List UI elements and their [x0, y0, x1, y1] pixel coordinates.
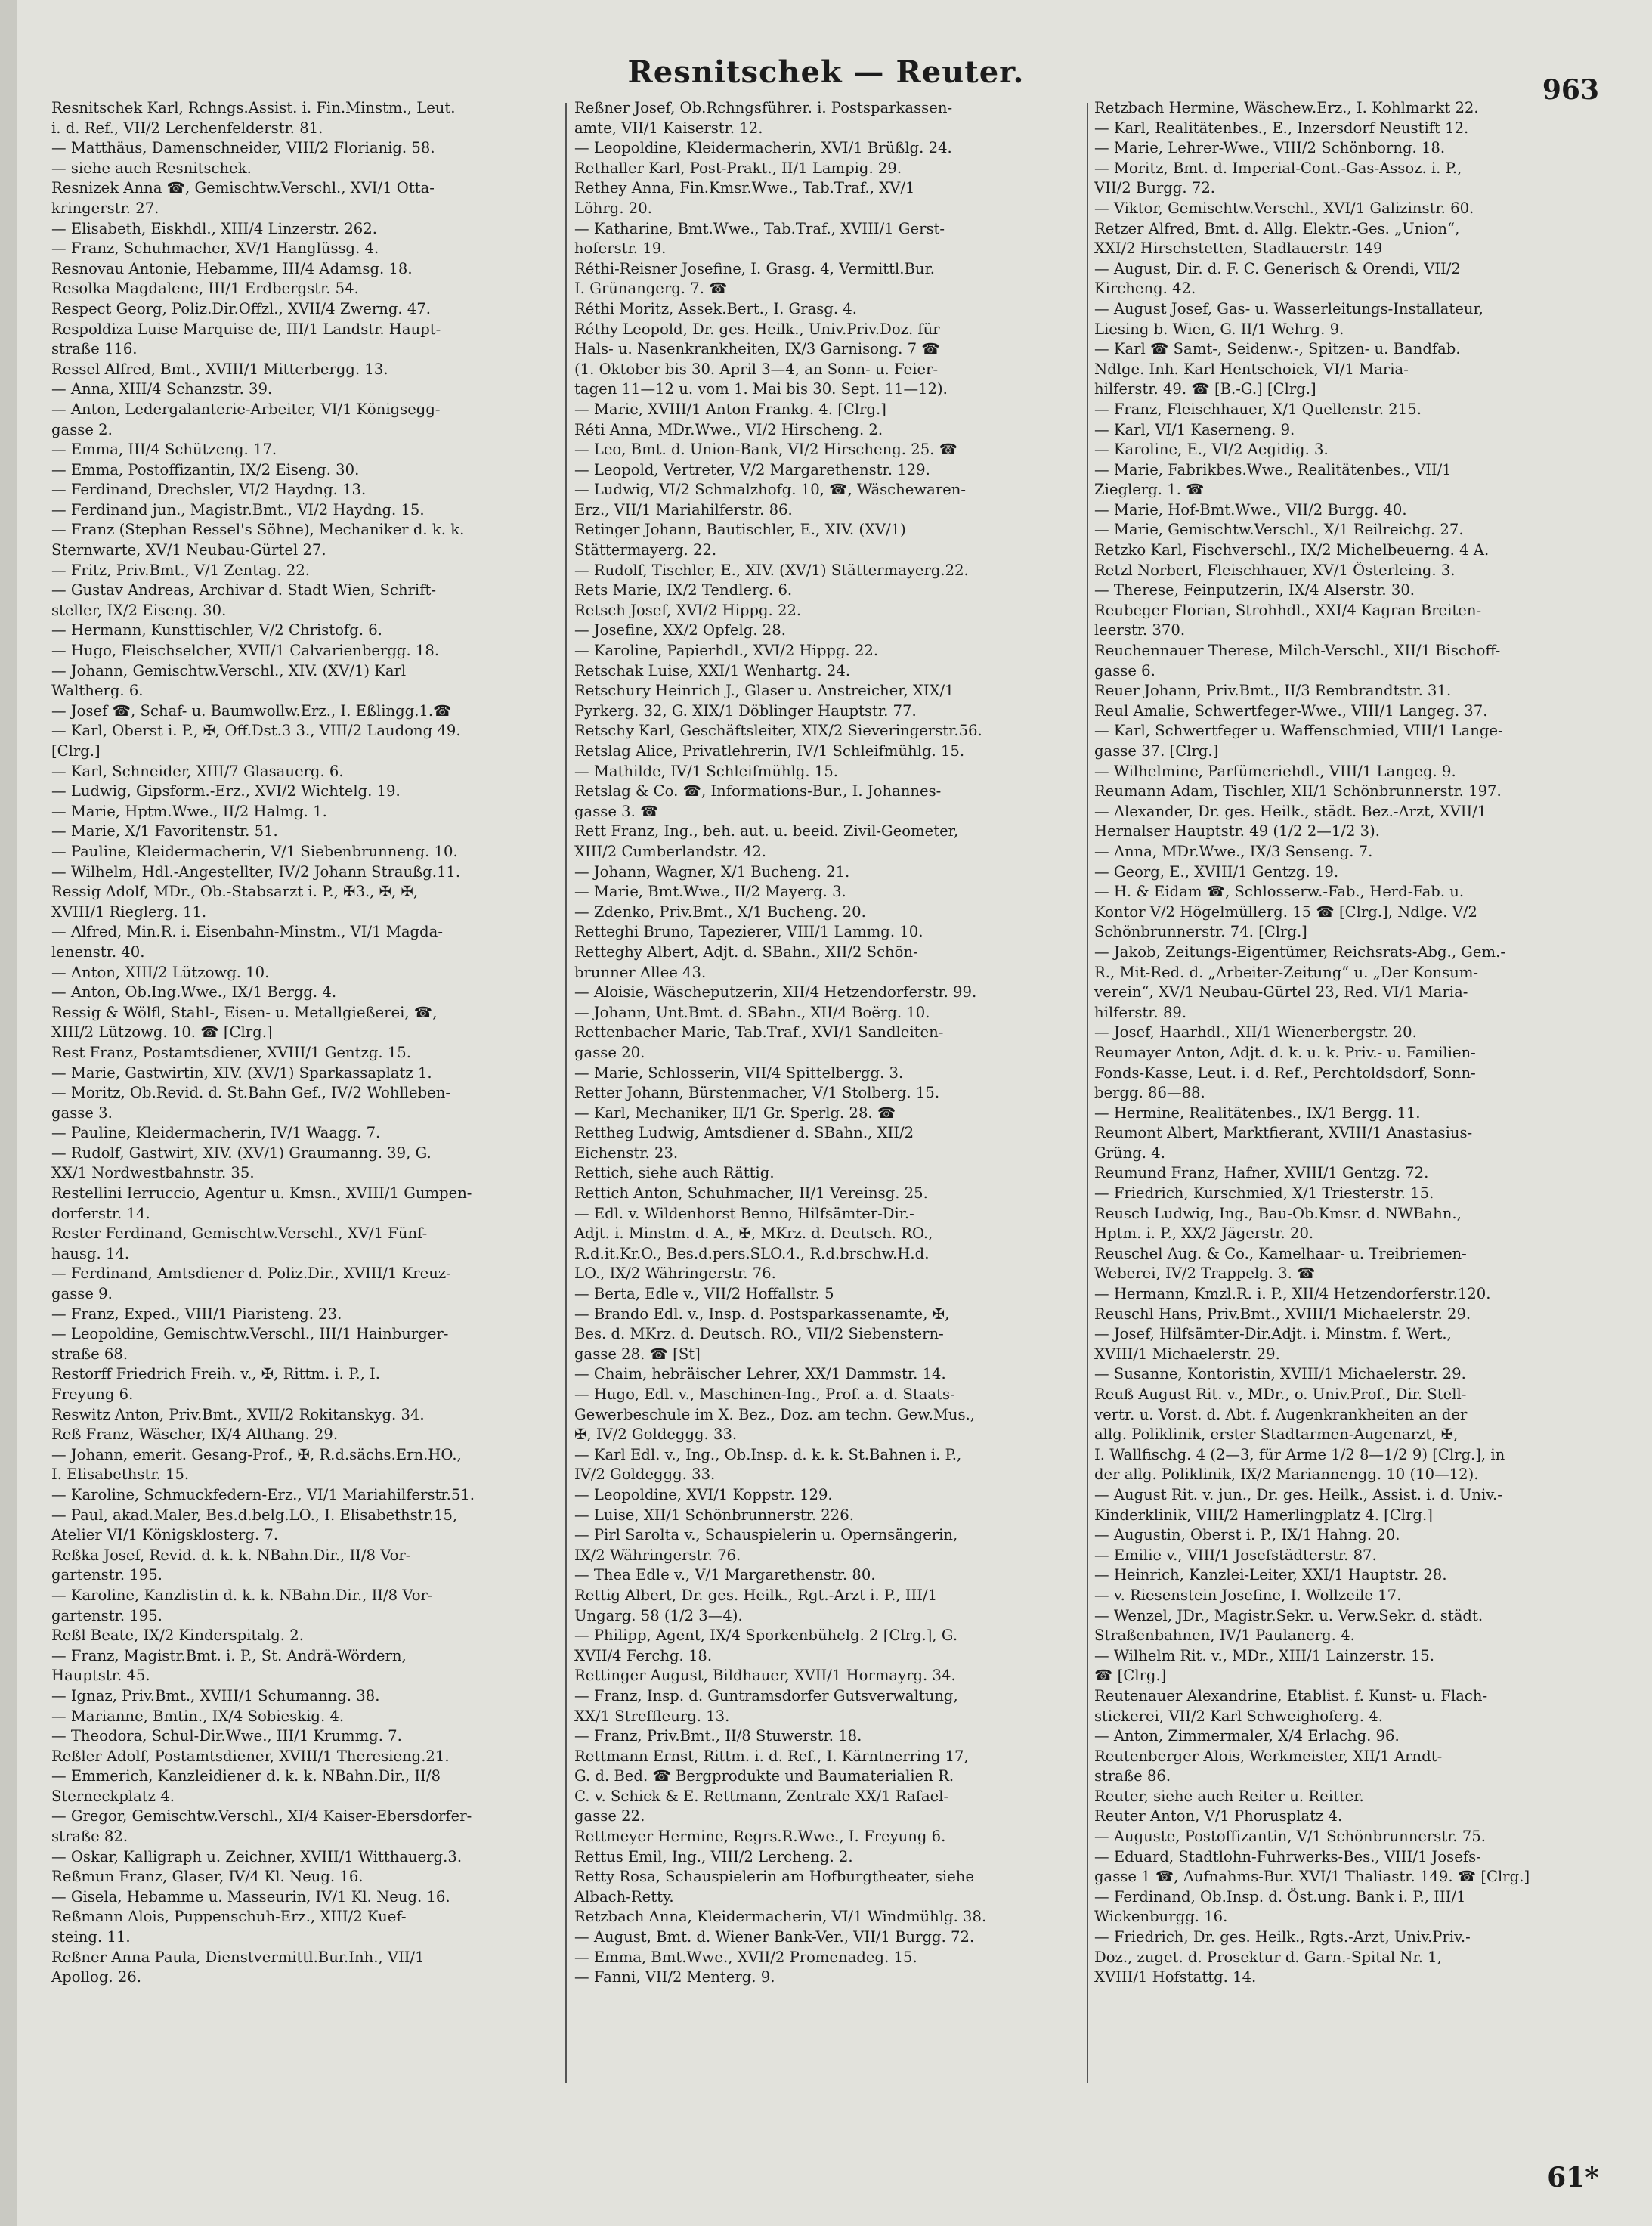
directory-line: gasse 6.	[1094, 661, 1155, 680]
directory-line: — Karl Edl. v., Ing., Ob.Insp. d. k. k. St.Bahnen i. P.,	[574, 1445, 962, 1463]
directory-line: — Anton, Ob.Ing.Wwe., IX/1 Bergg. 4.	[51, 983, 337, 1002]
directory-line: vertr. u. Vorst. d. Abt. f. Augenkrankheiten an der	[1094, 1405, 1468, 1423]
directory-line: straße 116.	[51, 340, 138, 358]
directory-line: — Marie, XVIII/1 Anton Frankg. 4. [Clrg.]	[574, 400, 886, 418]
directory-line: — Moritz, Ob.Revid. d. St.Bahn Gef., IV/2 Wohlleben-	[51, 1084, 450, 1102]
directory-line: gasse 1 ☎, Aufnahms-Bur. XVI/1 Thaliastr. 149. ☎ [Clrg.]	[1094, 1868, 1530, 1886]
directory-line: Reubeger Florian, Strohhdl., XXI/4 Kagran Breiten-	[1094, 601, 1482, 619]
directory-line: Reßner Anna Paula, Dienstvermittl.Bur.Inh., VII/1	[51, 1948, 425, 1966]
directory-line: gasse 28. ☎ [St]	[574, 1345, 701, 1363]
directory-line: Reutenauer Alexandrine, Etablist. f. Kunst- u. Flach-	[1094, 1686, 1488, 1704]
directory-line: Weberei, IV/2 Trappelg. 3. ☎	[1094, 1265, 1316, 1283]
directory-line: — Marie, Hptm.Wwe., II/2 Halmg. 1.	[51, 802, 327, 820]
directory-line: Retzer Alfred, Bmt. d. Allg. Elektr.-Ges. „Union“,	[1094, 219, 1460, 237]
directory-line: Liesing b. Wien, G. II/1 Wehrg. 9.	[1094, 320, 1344, 338]
directory-line: Rethey Anna, Fin.Kmsr.Wwe., Tab.Traf., XV/1	[574, 179, 915, 197]
directory-line: Stättermayerg. 22.	[574, 541, 717, 559]
directory-line: Reßner Josef, Ob.Rchngsführer. i. Postsparkassen-	[574, 99, 953, 116]
directory-line: — Wilhelmine, Parfümeriehdl., VIII/1 Langeg. 9.	[1094, 762, 1456, 780]
directory-line: amte, VII/1 Kaiserstr. 12.	[574, 119, 763, 137]
directory-line: ☎ [Clrg.]	[1094, 1667, 1167, 1685]
directory-line: verein“, XV/1 Neubau-Gürtel 23, Red. VI/1 Maria-	[1094, 983, 1468, 1002]
directory-line: — Fritz, Priv.Bmt., V/1 Zentag. 22.	[51, 561, 311, 579]
directory-line: — Ludwig, Gipsform.-Erz., XVI/2 Wichtelg. 19.	[51, 782, 401, 800]
directory-line: — Anton, XIII/2 Lützowg. 10.	[51, 963, 270, 981]
directory-line: Apollog. 26.	[51, 1968, 141, 1986]
directory-line: — Katharine, Bmt.Wwe., Tab.Traf., XVIII/1 Gerst-	[574, 219, 945, 237]
directory-line: — Leopoldine, Kleidermacherin, XVI/1 Brüßlg. 24.	[574, 139, 952, 157]
directory-line: — Anna, XIII/4 Schanzstr. 39.	[51, 380, 273, 398]
directory-line: — Emmerich, Kanzleidiener d. k. k. NBahn.Dir., II/8	[51, 1767, 441, 1785]
directory-line: — Gustav Andreas, Archivar d. Stadt Wien, Schrift-	[51, 581, 436, 599]
directory-line: — Leopoldine, XVI/1 Koppstr. 129.	[574, 1485, 833, 1503]
directory-line: — Pauline, Kleidermacherin, V/1 Siebenbrunneng. 10.	[51, 842, 458, 860]
directory-line: — Paul, akad.Maler, Bes.d.belg.LO., I. Elisabethstr.15,	[51, 1506, 458, 1524]
directory-line: Reusch Ludwig, Ing., Bau-Ob.Kmsr. d. NWBahn.,	[1094, 1204, 1462, 1222]
signature-mark: 61*	[1547, 2162, 1599, 2193]
directory-line: Retschak Luise, XXI/1 Wenhartg. 24.	[574, 661, 851, 680]
directory-line: — Edl. v. Wildenhorst Benno, Hilfsämter-Dir.-	[574, 1204, 914, 1222]
directory-line: XVIII/1 Rieglerg. 11.	[51, 902, 207, 921]
column-divider	[1087, 103, 1088, 2083]
directory-line: Kircheng. 42.	[1094, 280, 1196, 298]
directory-line: — Marie, Schlosserin, VII/4 Spittelbergg. 3.	[574, 1063, 904, 1082]
directory-line: — Zdenko, Priv.Bmt., X/1 Bucheng. 20.	[574, 902, 866, 921]
directory-line: bergg. 86—88.	[1094, 1084, 1205, 1102]
directory-line: Rettmann Ernst, Rittm. i. d. Ref., I. Kärntnerring 17,	[574, 1747, 969, 1765]
directory-line: XIII/2 Cumberlandstr. 42.	[574, 842, 767, 860]
directory-line: — Emma, Postoffizantin, IX/2 Eiseng. 30.	[51, 460, 360, 478]
directory-line: — Emilie v., VIII/1 Josefstädterstr. 87.	[1094, 1546, 1377, 1564]
directory-line: — Viktor, Gemischtw.Verschl., XVI/1 Galizinstr. 60.	[1094, 199, 1474, 217]
directory-line: Waltherg. 6.	[51, 682, 144, 700]
directory-line: hausg. 14.	[51, 1244, 130, 1262]
directory-line: — Ignaz, Priv.Bmt., XVIII/1 Schumanng. 38.	[51, 1686, 380, 1704]
directory-line: i. d. Ref., VII/2 Lerchenfelderstr. 81.	[51, 119, 323, 137]
directory-line: — Karl, Schneider, XIII/7 Glasauerg. 6.	[51, 762, 344, 780]
directory-line: — v. Riesenstein Josefine, I. Wollzeile 17.	[1094, 1586, 1402, 1604]
directory-line: — Anton, Zimmermaler, X/4 Erlachg. 96.	[1094, 1727, 1400, 1745]
directory-line: — Mathilde, IV/1 Schleifmühlg. 15.	[574, 762, 839, 780]
directory-line: Restorff Friedrich Freih. v., ✠, Rittm. i. P., I.	[51, 1365, 381, 1383]
directory-line: Reßl Beate, IX/2 Kinderspitalg. 2.	[51, 1627, 304, 1645]
directory-line: — Marie, Bmt.Wwe., II/2 Mayerg. 3.	[574, 883, 846, 901]
directory-line: — Karl, VI/1 Kaserneng. 9.	[1094, 420, 1295, 438]
directory-line: Pyrkerg. 32, G. XIX/1 Döblinger Hauptstr. 77.	[574, 701, 917, 720]
directory-line: — Leopoldine, Gemischtw.Verschl., III/1 Hainburger-	[51, 1325, 449, 1343]
directory-line: Réthi Moritz, Assek.Bert., I. Grasg. 4.	[574, 299, 858, 317]
directory-line: Reumann Adam, Tischler, XII/1 Schönbrunnerstr. 197.	[1094, 782, 1502, 800]
directory-line: — Friedrich, Kurschmied, X/1 Triesterstr. 15.	[1094, 1184, 1434, 1203]
directory-line: — Auguste, Postoffizantin, V/1 Schönbrunnerstr. 75.	[1094, 1828, 1486, 1846]
directory-line: Adjt. i. Minstm. d. A., ✠, MKrz. d. Deutsch. RO.,	[574, 1224, 933, 1243]
column-right	[1094, 98, 1601, 2094]
directory-line: — Hermine, Realitätenbes., IX/1 Bergg. 11.	[1094, 1104, 1421, 1122]
directory-line: Hptm. i. P., XX/2 Jägerstr. 20.	[1094, 1224, 1314, 1243]
directory-line: Retteghy Albert, Adjt. d. SBahn., XII/2 Schön-	[574, 943, 918, 961]
directory-line: — Karl ☎ Samt-, Seidenw.-, Spitzen- u. Bandfab.	[1094, 340, 1461, 358]
directory-line: stickerei, VII/2 Karl Schweighoferg. 4.	[1094, 1707, 1383, 1725]
directory-line: Fonds-Kasse, Leut. i. d. Ref., Perchtoldsdorf, Sonn-	[1094, 1063, 1476, 1082]
directory-line: Hauptstr. 45.	[51, 1667, 150, 1685]
directory-line: — Karl, Schwertfeger u. Waffenschmied, VIII/1 Lange-	[1094, 722, 1503, 740]
directory-line: gasse 9.	[51, 1285, 113, 1303]
directory-line: XVIII/1 Hofstattg. 14.	[1094, 1968, 1257, 1986]
directory-line: — Franz, Schuhmacher, XV/1 Hanglüssg. 4.	[51, 240, 379, 258]
directory-line: — Franz (Stephan Ressel's Söhne), Mechaniker d. k. k.	[51, 521, 465, 539]
directory-line: — Josefine, XX/2 Opfelg. 28.	[574, 621, 786, 639]
directory-line: — Alexander, Dr. ges. Heilk., städt. Bez.-Arzt, XVII/1	[1094, 802, 1487, 820]
directory-line: Retter Johann, Bürstenmacher, V/1 Stolberg. 15.	[574, 1084, 940, 1102]
directory-line: R.d.it.Kr.O., Bes.d.pers.SLO.4., R.d.brschw.H.d.	[574, 1244, 930, 1262]
directory-line: — Franz, Magistr.Bmt. i. P., St. Andrä-Wördern,	[51, 1646, 407, 1664]
directory-line: — Franz, Fleischhauer, X/1 Quellenstr. 215.	[1094, 400, 1422, 418]
directory-line: steller, IX/2 Eiseng. 30.	[51, 601, 227, 619]
directory-line: — H. & Eidam ☎, Schlosserw.-Fab., Herd-Fab. u.	[1094, 883, 1465, 901]
directory-line: Hals- u. Nasenkrankheiten, IX/3 Garnisong. 7 ☎	[574, 340, 940, 358]
directory-line: Rester Ferdinand, Gemischtw.Verschl., XV/1 Fünf-	[51, 1224, 428, 1243]
directory-line: — Marie, Lehrer-Wwe., VIII/2 Schönborng. 18.	[1094, 139, 1446, 157]
directory-line: Reutenberger Alois, Werkmeister, XII/1 Arndt-	[1094, 1747, 1443, 1765]
directory-line: Retzbach Anna, Kleidermacherin, VI/1 Windmühlg. 38.	[574, 1908, 987, 1926]
directory-line: — Marie, Fabrikbes.Wwe., Realitätenbes., VII/1	[1094, 460, 1452, 478]
directory-line: Reuer Johann, Priv.Bmt., II/3 Rembrandtstr. 31.	[1094, 682, 1452, 700]
directory-line: — Johann, Wagner, X/1 Bucheng. 21.	[574, 862, 850, 881]
directory-line: — Alfred, Min.R. i. Eisenbahn-Minstm., VI/1 Magda-	[51, 923, 443, 941]
directory-line: Ungarg. 58 (1/2 3—4).	[574, 1606, 743, 1624]
directory-line: Réthi-Reisner Josefine, I. Grasg. 4, Vermittl.Bur.	[574, 259, 935, 277]
directory-line: Rettich Anton, Schuhmacher, II/1 Vereinsg. 25.	[574, 1184, 928, 1203]
directory-line: Reuter, siehe auch Reiter u. Reitter.	[1094, 1787, 1364, 1805]
directory-line: Sternwarte, XV/1 Neubau-Gürtel 27.	[51, 541, 326, 559]
directory-line: Reumund Franz, Hafner, XVIII/1 Gentzg. 72.	[1094, 1164, 1429, 1182]
directory-line: — Karoline, Papierhdl., XVI/2 Hippg. 22.	[574, 642, 879, 660]
directory-line: — Pauline, Kleidermacherin, IV/1 Waagg. 7.	[51, 1124, 381, 1142]
directory-line: — Wilhelm, Hdl.-Angestellter, IV/2 Johann Straußg.11.	[51, 862, 461, 881]
directory-line: — Ferdinand, Drechsler, VI/2 Haydng. 13.	[51, 481, 367, 499]
page-header-title: Resnitschek — Reuter.	[627, 54, 1025, 90]
directory-line: Rettmeyer Hermine, Regrs.R.Wwe., I. Freyung 6.	[574, 1828, 946, 1846]
directory-line: Reuß August Rit. v., MDr., o. Univ.Prof., Dir. Stell-	[1094, 1385, 1467, 1403]
directory-line: — Johann, emerit. Gesang-Prof., ✠, R.d.sächs.Ern.HO.,	[51, 1445, 462, 1463]
directory-line: — Franz, Priv.Bmt., II/8 Stuwerstr. 18.	[574, 1727, 862, 1745]
directory-line: — Georg, E., XVIII/1 Gentzg. 19.	[1094, 862, 1339, 881]
directory-line: — Chaim, hebräischer Lehrer, XX/1 Dammstr. 14.	[574, 1365, 946, 1383]
directory-line: Bes. d. MKrz. d. Deutsch. RO., VII/2 Siebenstern-	[574, 1325, 944, 1343]
directory-line: — Ludwig, VI/2 Schmalzhofg. 10, ☎, Wäschewaren-	[574, 481, 967, 499]
directory-line: gasse 3. ☎	[574, 802, 659, 820]
directory-line: Resnitschek Karl, Rchngs.Assist. i. Fin.Minstm., Leut.	[51, 99, 456, 116]
directory-line: — Karl, Realitätenbes., E., Inzersdorf Neustift 12.	[1094, 119, 1469, 137]
directory-line: Rettus Emil, Ing., VIII/2 Lercheng. 2.	[574, 1847, 853, 1865]
directory-line: lenenstr. 40.	[51, 943, 145, 961]
directory-line: — Ferdinand, Amtsdiener d. Poliz.Dir., XVIII/1 Kreuz-	[51, 1265, 451, 1283]
directory-line: tagen 11—12 u. vom 1. Mai bis 30. Sept. 11—12).	[574, 380, 948, 398]
directory-line: G. d. Bed. ☎ Bergprodukte und Baumaterialien R.	[574, 1767, 954, 1785]
directory-line: — Karoline, Kanzlistin d. k. k. NBahn.Dir., II/8 Vor-	[51, 1586, 433, 1604]
directory-line: — Franz, Insp. d. Guntramsdorfer Gutsverwaltung,	[574, 1686, 958, 1704]
directory-line: gasse 3.	[51, 1104, 113, 1122]
directory-line: leerstr. 370.	[1094, 621, 1186, 639]
directory-line: Retty Rosa, Schauspielerin am Hofburgtheater, siehe	[574, 1868, 974, 1886]
directory-line: Zieglerg. 1. ☎	[1094, 481, 1205, 499]
directory-line: — Josef, Haarhdl., XII/1 Wienerbergstr. 20.	[1094, 1023, 1417, 1042]
directory-line: Rett Franz, Ing., beh. aut. u. beeid. Zivil-Geometer,	[574, 822, 959, 841]
directory-line: — Therese, Feinputzerin, IX/4 Alserstr. 30.	[1094, 581, 1415, 599]
directory-line: IV/2 Goldeggg. 33.	[574, 1466, 716, 1484]
directory-line: Sterneckplatz 4.	[51, 1787, 175, 1805]
directory-line: — Heinrich, Kanzlei-Leiter, XXI/1 Hauptstr. 28.	[1094, 1566, 1447, 1584]
directory-line: — Emma, Bmt.Wwe., XVII/2 Promenadeg. 15.	[574, 1948, 917, 1966]
directory-line: Retinger Johann, Bautischler, E., XIV. (XV/1)	[574, 521, 906, 539]
directory-line: Retschy Karl, Geschäftsleiter, XIX/2 Sieveringerstr.56.	[574, 722, 982, 740]
directory-line: — Leo, Bmt. d. Union-Bank, VI/2 Hirscheng. 25. ☎	[574, 441, 958, 459]
directory-line: Eichenstr. 23.	[574, 1144, 679, 1162]
directory-line: — Emma, III/4 Schützeng. 17.	[51, 441, 277, 459]
directory-line: — Rudolf, Gastwirt, XIV. (XV/1) Graumanng. 39, G.	[51, 1144, 432, 1162]
directory-line: Restellini Ierruccio, Agentur u. Kmsn., XVIII/1 Gumpen-	[51, 1184, 472, 1203]
directory-line: Ressig Adolf, MDr., Ob.-Stabsarzt i. P., ✠3., ✠, ✠,	[51, 883, 419, 901]
directory-line: Retslag & Co. ☎, Informations-Bur., I. Johannes-	[574, 782, 942, 800]
directory-line: Reswitz Anton, Priv.Bmt., XVII/2 Rokitanskyg. 34.	[51, 1405, 425, 1423]
directory-line: hoferstr. 19.	[574, 240, 667, 258]
column-divider	[565, 103, 567, 2083]
directory-line: gasse 22.	[574, 1807, 645, 1825]
directory-line: XVIII/1 Michaelerstr. 29.	[1094, 1345, 1280, 1363]
directory-line: Freyung 6.	[51, 1385, 134, 1403]
directory-line: Atelier VI/1 Königsklosterg. 7.	[51, 1526, 279, 1544]
directory-line: — Karoline, Schmuckfedern-Erz., VI/1 Mariahilferstr.51.	[51, 1485, 475, 1503]
directory-line: Reuter Anton, V/1 Phorusplatz 4.	[1094, 1807, 1343, 1825]
directory-line: — Theodora, Schul-Dir.Wwe., III/1 Krummg. 7.	[51, 1727, 402, 1745]
directory-line: Grüng. 4.	[1094, 1144, 1165, 1162]
directory-line: XXI/2 Hirschstetten, Stadlauerstr. 149	[1094, 240, 1383, 258]
directory-line: — Marie, Gemischtw.Verschl., X/1 Reilreichg. 27.	[1094, 521, 1464, 539]
directory-line: — Karl, Mechaniker, II/1 Gr. Sperlg. 28. ☎	[574, 1104, 896, 1122]
directory-line: — Karl, Oberst i. P., ✠, Off.Dst.3 3., VIII/2 Laudong 49.	[51, 722, 461, 740]
directory-line: — Rudolf, Tischler, E., XIV. (XV/1) Stättermayerg.22.	[574, 561, 969, 579]
directory-line: straße 68.	[51, 1345, 128, 1363]
directory-line: — Josef ☎, Schaf- u. Baumwollw.Erz., I. Eßlingg.1.☎	[51, 701, 452, 720]
directory-line: I. Wallfischg. 4 (2—3, für Arme 1/2 8—1/2 9) [Clrg.], in	[1094, 1445, 1505, 1463]
directory-line: XX/1 Nordwestbahnstr. 35.	[51, 1164, 255, 1182]
directory-line: Retzbach Hermine, Wäschew.Erz., I. Kohlmarkt 22.	[1094, 99, 1479, 116]
directory-line: — Wilhelm Rit. v., MDr., XIII/1 Lainzerstr. 15.	[1094, 1646, 1434, 1664]
directory-line: straße 86.	[1094, 1767, 1171, 1785]
directory-line: — Hugo, Fleischselcher, XVII/1 Calvarienbergg. 18.	[51, 642, 440, 660]
directory-line: Rettig Albert, Dr. ges. Heilk., Rgt.-Arzt i. P., III/1	[574, 1586, 938, 1604]
directory-line: Löhrg. 20.	[574, 199, 652, 217]
directory-line: Resolka Magdalene, III/1 Erdbergstr. 54.	[51, 280, 359, 298]
directory-line: [Clrg.]	[51, 742, 101, 760]
directory-line: Albach-Retty.	[574, 1887, 674, 1906]
directory-line: Reul Amalie, Schwertfeger-Wwe., VIII/1 Langeg. 37.	[1094, 701, 1488, 720]
directory-line: — August Josef, Gas- u. Wasserleitungs-Installateur,	[1094, 299, 1483, 317]
directory-line: steing. 11.	[51, 1928, 131, 1946]
directory-line: — Oskar, Kalligraph u. Zeichner, XVIII/1 Witthauerg.3.	[51, 1847, 462, 1865]
directory-line: I. Grünangerg. 7. ☎	[574, 280, 728, 298]
directory-line: Rettinger August, Bildhauer, XVII/1 Hormayrg. 34.	[574, 1667, 956, 1685]
directory-line: Rest Franz, Postamtsdiener, XVIII/1 Gentzg. 15.	[51, 1043, 411, 1061]
directory-line: — Susanne, Kontoristin, XVIII/1 Michaelerstr. 29.	[1094, 1365, 1466, 1383]
directory-line: Gewerbeschule im X. Bez., Doz. am techn. Gew.Mus.,	[574, 1405, 975, 1423]
directory-line: ✠, IV/2 Goldeggg. 33.	[574, 1426, 738, 1444]
directory-line: gasse 2.	[51, 420, 113, 438]
directory-line: der allg. Poliklinik, IX/2 Mariannengg. 10 (10—12).	[1094, 1466, 1479, 1484]
directory-line: XX/1 Streffleurg. 13.	[574, 1707, 730, 1725]
directory-line: — Augustin, Oberst i. P., IX/1 Hahng. 20.	[1094, 1526, 1400, 1544]
directory-line: — Philipp, Agent, IX/4 Sporkenbühelg. 2 [Clrg.], G.	[574, 1627, 958, 1645]
directory-line: — August Rit. v. jun., Dr. ges. Heilk., Assist. i. d. Univ.-	[1094, 1485, 1502, 1503]
directory-line: — Luise, XII/1 Schönbrunnerstr. 226.	[574, 1506, 854, 1524]
directory-line: — Anton, Ledergalanterie-Arbeiter, VI/1 Königsegg-	[51, 400, 441, 418]
directory-line: I. Elisabethstr. 15.	[51, 1466, 190, 1484]
directory-line: Retzl Norbert, Fleischhauer, XV/1 Österleing. 3.	[1094, 561, 1456, 579]
directory-line: gasse 37. [Clrg.]	[1094, 742, 1219, 760]
directory-line: hilferstr. 89.	[1094, 1003, 1187, 1021]
directory-line: Rettenbacher Marie, Tab.Traf., XVI/1 Sandleiten-	[574, 1023, 944, 1042]
directory-line: — Hermann, Kmzl.R. i. P., XII/4 Hetzendorferstr.120.	[1094, 1285, 1491, 1303]
directory-line: — Berta, Edle v., VII/2 Hoffallstr. 5	[574, 1285, 834, 1303]
directory-line: Reuschel Aug. & Co., Kamelhaar- u. Treibriemen-	[1094, 1244, 1467, 1262]
directory-line: Retzko Karl, Fischverschl., IX/2 Michelbeuerng. 4 A.	[1094, 541, 1490, 559]
directory-line: — Thea Edle v., V/1 Margarethenstr. 80.	[574, 1566, 876, 1584]
directory-line: Rettheg Ludwig, Amtsdiener d. SBahn., XII/2	[574, 1124, 914, 1142]
column-left	[51, 98, 558, 2094]
directory-line: — Marie, Hof-Bmt.Wwe., VII/2 Burgg. 40.	[1094, 500, 1407, 519]
directory-line: — Eduard, Stadtlohn-Fuhrwerks-Bes., VIII/1 Josefs-	[1094, 1847, 1481, 1865]
directory-line: gasse 20.	[574, 1043, 645, 1061]
directory-line: — Brando Edl. v., Insp. d. Postsparkassenamte, ✠,	[574, 1305, 950, 1323]
directory-line: — Ferdinand jun., Magistr.Bmt., VI/2 Haydng. 15.	[51, 500, 425, 519]
directory-line: — Hugo, Edl. v., Maschinen-Ing., Prof. a. d. Staats-	[574, 1385, 955, 1403]
directory-line: — Gisela, Hebamme u. Masseurin, IV/1 Kl. Neug. 16.	[51, 1887, 450, 1906]
directory-line: Schönbrunnerstr. 74. [Clrg.]	[1094, 923, 1307, 941]
directory-line: kringerstr. 27.	[51, 199, 159, 217]
directory-line: Reßmun Franz, Glaser, IV/4 Kl. Neug. 16.	[51, 1868, 364, 1886]
directory-line: — Josef, Hilfsämter-Dir.Adjt. i. Minstm. f. Wert.,	[1094, 1325, 1452, 1343]
directory-line: Reßler Adolf, Postamtsdiener, XVIII/1 Theresieng.21.	[51, 1747, 450, 1765]
directory-line: Réti Anna, MDr.Wwe., VI/2 Hirscheng. 2.	[574, 420, 883, 438]
directory-line: — Friedrich, Dr. ges. Heilk., Rgts.-Arzt, Univ.Priv.-	[1094, 1928, 1471, 1946]
directory-line: Retschury Heinrich J., Glaser u. Anstreicher, XIX/1	[574, 682, 954, 700]
directory-line: — Pirl Sarolta v., Schauspielerin u. Opernsängerin,	[574, 1526, 958, 1544]
directory-line: — Marie, X/1 Favoritenstr. 51.	[51, 822, 278, 841]
directory-line: Hernalser Hauptstr. 49 (1/2 2—1/2 3).	[1094, 822, 1380, 841]
directory-line: Reuchennauer Therese, Milch-Verschl., XII/1 Bischoff-	[1094, 642, 1501, 660]
directory-line: IX/2 Währingerstr. 76.	[574, 1546, 741, 1564]
directory-line: Rets Marie, IX/2 Tendlerg. 6.	[574, 581, 793, 599]
directory-line: — Hermann, Kunsttischler, V/2 Christofg. 6.	[51, 621, 382, 639]
directory-line: C. v. Schick & E. Rettmann, Zentrale XX/1 Rafael-	[574, 1787, 949, 1805]
directory-line: — Franz, Exped., VIII/1 Piaristeng. 23.	[51, 1305, 342, 1323]
directory-line: Reßka Josef, Revid. d. k. k. NBahn.Dir., II/8 Vor-	[51, 1546, 411, 1564]
directory-line: LO., IX/2 Währingerstr. 76.	[574, 1265, 776, 1283]
scan-edge	[0, 0, 17, 2226]
directory-line: XIII/2 Lützowg. 10. ☎ [Clrg.]	[51, 1023, 273, 1042]
directory-line: — Marianne, Bmtin., IX/4 Sobieskig. 4.	[51, 1707, 345, 1725]
directory-line: — Johann, Gemischtw.Verschl., XIV. (XV/1) Karl	[51, 661, 407, 680]
directory-line: Erz., VII/1 Mariahilferstr. 86.	[574, 500, 793, 519]
directory-line: — Anna, MDr.Wwe., IX/3 Senseng. 7.	[1094, 842, 1373, 860]
directory-line: gartenstr. 195.	[51, 1566, 162, 1584]
directory-line: — Wenzel, JDr., Magistr.Sekr. u. Verw.Sekr. d. städt.	[1094, 1606, 1483, 1624]
directory-line: Respect Georg, Poliz.Dir.Offzl., XVII/4 Zwerng. 47.	[51, 299, 431, 317]
directory-line: — Moritz, Bmt. d. Imperial-Cont.-Gas-Assoz. i. P.,	[1094, 159, 1462, 177]
directory-line: allg. Poliklinik, erster Stadtarmen-Augenarzt, ✠,	[1094, 1426, 1459, 1444]
directory-line: straße 82.	[51, 1828, 128, 1846]
directory-line: — Marie, Gastwirtin, XIV. (XV/1) Sparkassaplatz 1.	[51, 1063, 432, 1082]
directory-line: Retteghi Bruno, Tapezierer, VIII/1 Lammg. 10.	[574, 923, 923, 941]
directory-line: Retslag Alice, Privatlehrerin, IV/1 Schleifmühlg. 15.	[574, 742, 965, 760]
directory-line: Ndlge. Inh. Karl Hentschoiek, VI/1 Maria-	[1094, 360, 1409, 378]
directory-line: XVII/4 Ferchg. 18.	[574, 1646, 713, 1664]
directory-line: brunner Allee 43.	[574, 963, 707, 981]
directory-line: — August, Bmt. d. Wiener Bank-Ver., VII/1 Burgg. 72.	[574, 1928, 975, 1946]
directory-line: Kontor V/2 Högelmüllerg. 15 ☎ [Clrg.], Ndlge. V/2	[1094, 902, 1477, 921]
directory-line: — Elisabeth, Eiskhdl., XIII/4 Linzerstr. 262.	[51, 219, 377, 237]
page-number: 963	[1542, 74, 1599, 106]
directory-line: — Aloisie, Wäscheputzerin, XII/4 Hetzendorferstr. 99.	[574, 983, 977, 1002]
directory-line: Wickenburgg. 16.	[1094, 1908, 1228, 1926]
directory-line: Doz., zuget. d. Prosektur d. Garn.-Spital Nr. 1,	[1094, 1948, 1442, 1966]
directory-line: (1. Oktober bis 30. April 3—4, an Sonn- u. Feier-	[574, 360, 939, 378]
directory-line: Ressig & Wölfl, Stahl-, Eisen- u. Metallgießerei, ☎,	[51, 1003, 438, 1021]
directory-line: Reuschl Hans, Priv.Bmt., XVIII/1 Michaelerstr. 29.	[1094, 1305, 1471, 1323]
directory-line: — Karoline, E., VI/2 Aegidig. 3.	[1094, 441, 1329, 459]
directory-line: Respoldiza Luise Marquise de, III/1 Landstr. Haupt-	[51, 320, 441, 338]
directory-line: Resnizek Anna ☎, Gemischtw.Verschl., XVI/1 Otta-	[51, 179, 435, 197]
directory-line: — Matthäus, Damenschneider, VIII/2 Florianig. 58.	[51, 139, 435, 157]
directory-line: Reumont Albert, Marktfierant, XVIII/1 Anastasius-	[1094, 1124, 1473, 1142]
directory-line: — siehe auch Resnitschek.	[51, 159, 252, 177]
directory-line: — Jakob, Zeitungs-Eigentümer, Reichsrats-Abg., Gem.-	[1094, 943, 1505, 961]
directory-line: VII/2 Burgg. 72.	[1094, 179, 1216, 197]
directory-line: — Fanni, VII/2 Menterg. 9.	[574, 1968, 775, 1986]
directory-line: Resnovau Antonie, Hebamme, III/4 Adamsg. 18.	[51, 259, 413, 277]
directory-line: dorferstr. 14.	[51, 1204, 150, 1222]
directory-line: R., Mit-Red. d. „Arbeiter-Zeitung“ u. „Der Konsum-	[1094, 963, 1479, 981]
directory-line: Rethaller Karl, Post-Prakt., II/1 Lampig. 29.	[574, 159, 902, 177]
directory-line: — Johann, Unt.Bmt. d. SBahn., XII/4 Boërg. 10.	[574, 1003, 930, 1021]
directory-line: gartenstr. 195.	[51, 1606, 162, 1624]
column-middle	[574, 98, 1081, 2094]
directory-line: Rettich, siehe auch Rättig.	[574, 1164, 775, 1182]
directory-line: Réthy Leopold, Dr. ges. Heilk., Univ.Priv.Doz. für	[574, 320, 940, 338]
directory-line: Retsch Josef, XVI/2 Hippg. 22.	[574, 601, 802, 619]
directory-line: — Leopold, Vertreter, V/2 Margarethenstr. 129.	[574, 460, 930, 478]
directory-line: Reumayer Anton, Adjt. d. k. u. k. Priv.- u. Familien-	[1094, 1043, 1476, 1061]
directory-line: — Ferdinand, Ob.Insp. d. Öst.ung. Bank i. P., III/1	[1094, 1887, 1466, 1906]
directory-line: hilferstr. 49. ☎ [B.-G.] [Clrg.]	[1094, 380, 1316, 398]
directory-line: Reß Franz, Wäscher, IX/4 Althang. 29.	[51, 1426, 339, 1444]
directory-line: — August, Dir. d. F. C. Generisch & Orendi, VII/2	[1094, 259, 1461, 277]
directory-line: Reßmann Alois, Puppenschuh-Erz., XIII/2 Kuef-	[51, 1908, 407, 1926]
directory-line: Kinderklinik, VIII/2 Hamerlingplatz 4. [Clrg.]	[1094, 1506, 1433, 1524]
directory-line: — Gregor, Gemischtw.Verschl., XI/4 Kaiser-Ebersdorfer-	[51, 1807, 472, 1825]
directory-line: Ressel Alfred, Bmt., XVIII/1 Mitterbergg. 13.	[51, 360, 388, 378]
directory-line: Straßenbahnen, IV/1 Paulanerg. 4.	[1094, 1627, 1355, 1645]
